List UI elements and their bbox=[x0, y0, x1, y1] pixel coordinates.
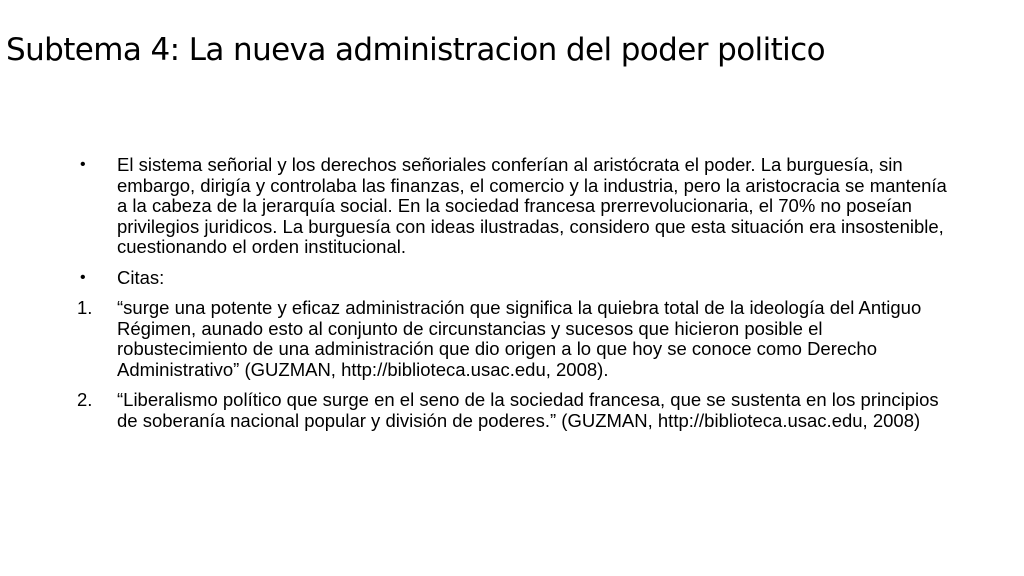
numbered-quote-1 bbox=[72, 298, 952, 380]
slide-body bbox=[72, 155, 952, 441]
quote-text: “Liberalismo político que surge en el seno de la sociedad francesa, que se sustenta en los principios de soberanía nacional popular y división de poderes.” (GUZMAN, http://biblioteca.usac.edu, 2008) bbox=[117, 389, 939, 431]
bullet-text: El sistema señorial y los derechos señoriales conferían al aristócrata el poder. La burguesía, sin embargo, dirigía y controlaba las finanzas, el comercio y la industria, pero la aristocracia se mantenía a la cabeza de la jerarquía social. En la sociedad francesa prerrevolucionaria, el 70% no poseían privilegios juridicos. La burguesía con ideas ilustradas, considero que esta situación era insostenible, cuestionando el orden institucional. bbox=[117, 154, 947, 257]
bullet-marker: • bbox=[80, 268, 86, 286]
numbered-quote-2 bbox=[72, 390, 952, 431]
number-marker: 1. bbox=[77, 297, 93, 318]
bullet-marker: • bbox=[80, 156, 86, 173]
slide-title: Subtema 4: La nueva administracion del poder politico bbox=[6, 32, 825, 68]
number-marker: 2. bbox=[77, 389, 93, 410]
quote-text: “surge una potente y eficaz administración que significa la quiebra total de la ideología del Antiguo Régimen, aunado esto al conjunto de circunstancias y sucesos que hicieron posible el robustecimiento de una administración que dio origen a lo que hoy se conoce como Derecho Administrativo” (GUZMAN, http://biblioteca.usac.edu, 2008). bbox=[117, 297, 922, 380]
bullet-item-citas bbox=[72, 268, 952, 289]
bullet-text: Citas: bbox=[117, 266, 165, 288]
bullet-item-sistema bbox=[72, 155, 952, 258]
